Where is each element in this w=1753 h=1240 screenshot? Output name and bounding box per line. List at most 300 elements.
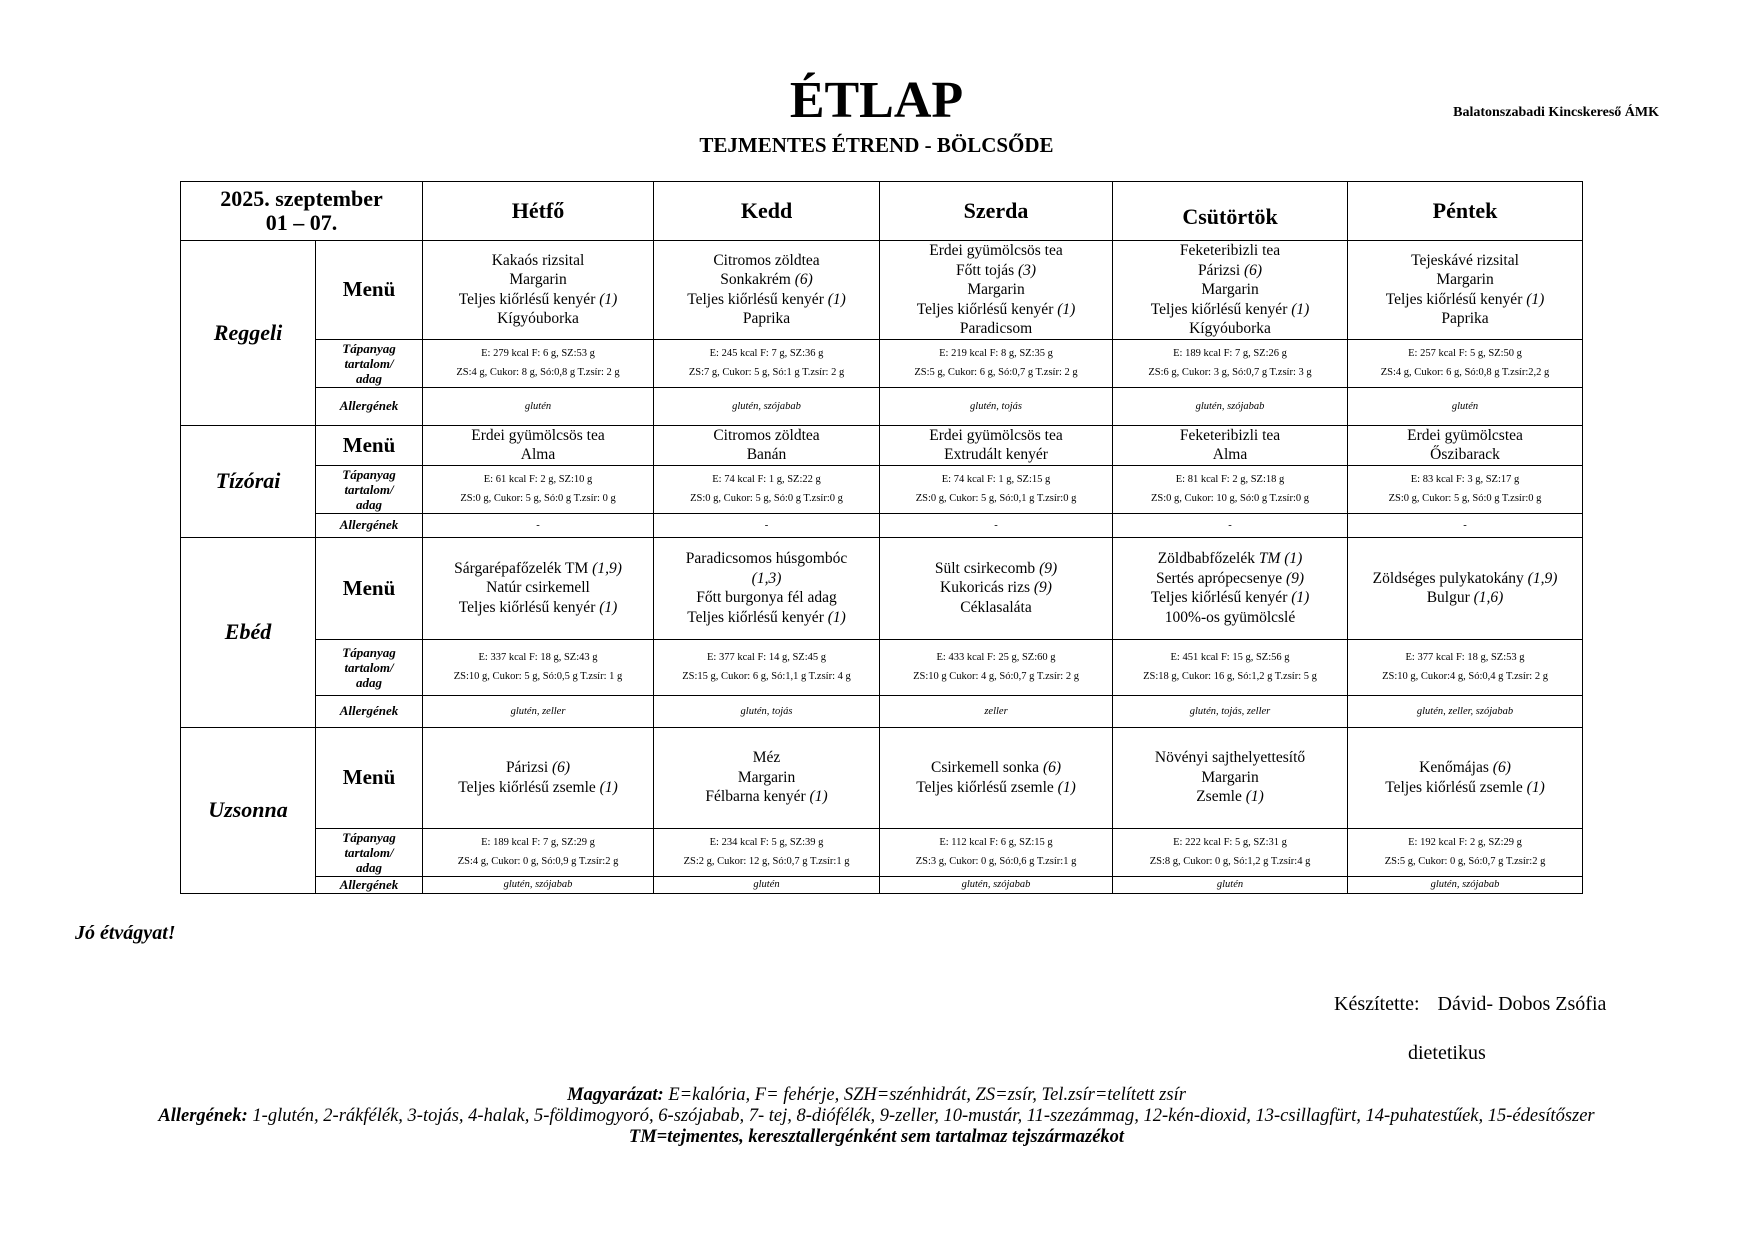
menu-item-allergen-code: (1,3)	[751, 569, 782, 587]
menu-item-name: Főtt burgonya fél adag	[696, 589, 837, 606]
menu-item-name: Zöldséges pulykatokány	[1372, 569, 1528, 587]
menu-item-allergen-code: (1)	[1526, 778, 1545, 796]
row-label-nutrients-line: adag	[356, 674, 382, 690]
nutrients-detail: ZS:4 g, Cukor: 8 g, Só:0,8 g T.zsír: 2 g	[456, 367, 620, 378]
menu-item-name: 100%-os gyümölcslé	[1164, 608, 1296, 626]
nutrients-cell	[1113, 639, 1348, 695]
menu-cell	[654, 425, 880, 465]
menu-cell	[654, 727, 880, 828]
nutrients-detail: ZS:0 g, Cukor: 5 g, Só:0 g T.zsír:0 g	[690, 493, 843, 504]
row-label-menu: Menü	[316, 425, 423, 465]
menu-item	[656, 445, 877, 465]
menu-item-allergen-code: (6)	[552, 759, 571, 776]
author-role: dietetikus	[1408, 1042, 1486, 1064]
menu-item-name: Alma	[520, 446, 556, 463]
row-label-allergens: Allergének	[316, 695, 423, 727]
nutrients-cell	[880, 828, 1113, 876]
menu-item-name: Feketeribizli tea	[1179, 242, 1281, 259]
menu-item	[656, 768, 877, 788]
legend-text: E=kalória, F= fehérje, SZH=szénhidrát, ZS=zsír, Tel.zsír=telített zsír	[663, 1085, 1186, 1105]
allergens-cell: glutén, tojás	[654, 695, 880, 727]
menu-item	[656, 426, 877, 446]
row-label-nutrients	[316, 339, 423, 387]
menu-item	[882, 559, 1110, 579]
allergens-cell: glutén, zeller	[423, 695, 654, 727]
nutrients-cell	[880, 639, 1113, 695]
allergens-cell: glutén, szójabab	[654, 387, 880, 425]
menu-item-allergen-code: (1)	[599, 778, 618, 796]
allergens-cell: glutén, szójabab	[1113, 387, 1348, 425]
menu-item	[1115, 787, 1345, 807]
menu-item-name: Teljes kiőrlésű kenyér	[687, 608, 828, 626]
nutrients-cell	[1113, 465, 1348, 513]
meal-name: Ebéd	[181, 537, 316, 727]
menu-item	[656, 569, 877, 589]
row-label-nutrients	[316, 828, 423, 876]
nutrients-detail: ZS:0 g, Cukor: 5 g, Só:0,1 g T.zsír:0 g	[915, 493, 1077, 504]
menu-cell	[1348, 537, 1583, 639]
allergens-cell: glutén, szójabab	[880, 876, 1113, 893]
row-label-nutrients	[316, 639, 423, 695]
menu-cell	[423, 727, 654, 828]
menu-item-name: Erdei gyümölcsös tea	[471, 426, 605, 444]
menu-item-allergen-code: (1)	[1245, 788, 1264, 806]
legend-abbreviations	[100, 1085, 1653, 1106]
menu-item	[882, 598, 1110, 618]
menu-item-name: Paradicsom	[959, 320, 1033, 337]
menu-item-name: Margarin	[967, 281, 1025, 298]
menu-item-name: Erdei gyümölcsös tea	[929, 242, 1063, 259]
nutrients-cell	[423, 339, 654, 387]
menu-item	[1350, 426, 1580, 446]
menu-item	[1115, 768, 1345, 788]
menu-item-name: Sertés aprópecsenye	[1155, 569, 1286, 587]
nutrients-cell	[1348, 639, 1583, 695]
menu-item	[425, 778, 651, 798]
nutrients-detail: ZS:10 g Cukor: 4 g, Só:0,7 g T.zsír: 2 g	[913, 671, 1079, 682]
menu-item-allergen-code: (1)	[599, 598, 618, 616]
page-subtitle: TEJMENTES ÉTREND - BÖLCSŐDE	[699, 133, 1054, 157]
menu-cell	[880, 537, 1113, 639]
menu-item-allergen-code: TM (1)	[1258, 550, 1303, 567]
menu-item-name: Párizsi	[1197, 261, 1244, 279]
nutrients-cell	[423, 639, 654, 695]
menu-item-name: Natúr csirkemell	[486, 579, 590, 597]
organization-name: Balatonszabadi Kincskereső ÁMK	[1453, 105, 1659, 120]
menu-item	[425, 426, 651, 446]
menu-item	[1350, 588, 1580, 608]
menu-item	[425, 309, 651, 329]
menu-item-allergen-code: (1)	[1291, 300, 1310, 318]
row-label-nutrients-line: adag	[356, 859, 382, 875]
allergens-cell: zeller	[880, 695, 1113, 727]
nutrients-detail: ZS:10 g, Cukor:4 g, Só:0,4 g T.zsír: 2 g	[1382, 671, 1548, 682]
nutrients-energy: E: 61 kcal F: 2 g, SZ:10 g	[483, 474, 593, 485]
nutrients-energy: E: 219 kcal F: 8 g, SZ:35 g	[939, 348, 1053, 359]
allergens-cell: -	[654, 513, 880, 537]
menu-item	[656, 748, 877, 768]
row-label-nutrients-line: tartalom/	[344, 355, 394, 371]
menu-item-name: Alma	[1212, 446, 1248, 463]
allergens-cell: glutén	[423, 387, 654, 425]
allergens-legend-label: Allergének:	[158, 1106, 248, 1126]
nutrients-energy: E: 451 kcal F: 15 g, SZ:56 g	[1170, 652, 1290, 663]
nutrients-energy: E: 257 kcal F: 5 g, SZ:50 g	[1408, 348, 1522, 359]
menu-item	[882, 241, 1110, 261]
nutrients-energy: E: 192 kcal F: 2 g, SZ:29 g	[1408, 837, 1522, 848]
nutrients-energy: E: 189 kcal F: 7 g, SZ:29 g	[481, 837, 595, 848]
menu-item-name: Zöldbabfőzelék	[1157, 550, 1259, 567]
menu-item-name: Méz	[752, 749, 781, 767]
menu-item-name: Erdei gyümölcsös tea	[929, 426, 1063, 444]
nutrients-energy: E: 377 kcal F: 14 g, SZ:45 g	[707, 652, 827, 663]
legend-label: Magyarázat:	[567, 1085, 664, 1105]
nutrients-detail: ZS:0 g, Cukor: 10 g, Só:0 g T.zsír:0 g	[1151, 493, 1310, 504]
nutrients-energy: E: 279 kcal F: 6 g, SZ:53 g	[481, 348, 595, 359]
menu-item	[1350, 270, 1580, 290]
menu-item	[1115, 588, 1345, 608]
legend	[100, 1085, 1653, 1148]
menu-item	[882, 778, 1110, 798]
nutrients-cell	[1348, 465, 1583, 513]
nutrients-detail: ZS:6 g, Cukor: 3 g, Só:0,7 g T.zsír: 3 g	[1148, 367, 1312, 378]
menu-cell	[1348, 425, 1583, 465]
nutrients-detail: ZS:0 g, Cukor: 5 g, Só:0 g T.zsír:0 g	[1388, 493, 1542, 504]
menu-item-name: Növényi sajthelyettesítő	[1154, 749, 1306, 767]
nutrients-cell	[423, 465, 654, 513]
nutrients-cell	[1348, 828, 1583, 876]
row-label-nutrients-line: Tápanyag	[342, 644, 396, 660]
nutrients-cell	[654, 465, 880, 513]
menu-cell	[1348, 241, 1583, 340]
menu-item	[1115, 261, 1345, 281]
menu-item-allergen-code: (9)	[1285, 569, 1305, 587]
menu-item-allergen-code: (1,9)	[592, 559, 622, 577]
menu-item	[656, 588, 877, 608]
row-label-nutrients-line: tartalom/	[344, 659, 394, 675]
menu-item-name: Teljes kiőrlésű kenyér	[687, 290, 828, 308]
menu-item-name: Teljes kiőrlésű kenyér	[458, 290, 600, 308]
day-header-friday: Péntek	[1348, 182, 1583, 241]
menu-item-name: Félbarna kenyér	[705, 788, 810, 806]
menu-item	[656, 549, 877, 569]
menu-item	[425, 270, 651, 290]
menu-item-allergen-code: (6)	[1492, 759, 1511, 776]
allergens-row	[181, 876, 1583, 893]
menu-item-name: Sonkakrém	[720, 271, 795, 289]
menu-item-name: Tejeskávé rizsital	[1411, 251, 1519, 269]
menu-item	[656, 270, 877, 290]
menu-item-name: Főtt tojás	[955, 261, 1018, 279]
menu-item-name: Teljes kiőrlésű zsemle	[458, 778, 600, 796]
menu-item	[425, 290, 651, 310]
menu-item-name: Zsemle	[1196, 788, 1246, 806]
menu-cell	[880, 241, 1113, 340]
menu-item	[1350, 290, 1580, 310]
row-label-nutrients-line: tartalom/	[344, 844, 394, 860]
nutrients-energy: E: 83 kcal F: 3 g, SZ:17 g	[1410, 474, 1520, 485]
row-label-nutrients-line: tartalom/	[344, 481, 394, 497]
nutrients-cell	[1113, 339, 1348, 387]
menu-item	[882, 261, 1110, 281]
menu-item-name: Kenőmájas	[1419, 759, 1493, 776]
row-label-menu: Menü	[316, 537, 423, 639]
menu-item	[882, 280, 1110, 300]
menu-item-name: Céklasaláta	[960, 598, 1032, 616]
nutrients-cell	[880, 465, 1113, 513]
allergens-row	[181, 387, 1583, 425]
menu-item	[882, 578, 1110, 598]
menu-row	[181, 241, 1583, 340]
nutrients-cell	[1113, 828, 1348, 876]
menu-item	[882, 758, 1110, 778]
allergens-cell: glutén, zeller, szójabab	[1348, 695, 1583, 727]
menu-item-allergen-code: (6)	[794, 271, 813, 289]
menu-cell	[423, 425, 654, 465]
row-label-menu: Menü	[316, 241, 423, 340]
menu-item	[1350, 445, 1580, 465]
menu-cell	[654, 537, 880, 639]
legend-allergens	[100, 1106, 1653, 1127]
menu-cell	[423, 537, 654, 639]
nutrients-energy: E: 433 kcal F: 25 g, SZ:60 g	[936, 652, 1056, 663]
menu-row	[181, 727, 1583, 828]
allergens-cell: glutén	[1113, 876, 1348, 893]
allergens-cell: glutén, szójabab	[1348, 876, 1583, 893]
nutrients-cell	[423, 828, 654, 876]
allergens-cell: glutén	[654, 876, 880, 893]
day-header-thursday: Csütörtök	[1113, 182, 1348, 241]
menu-cell	[1113, 241, 1348, 340]
author-label: Készítette:	[1334, 993, 1420, 1015]
nutrients-detail: ZS:18 g, Cukor: 16 g, Só:1,2 g T.zsír: 5 g	[1143, 671, 1317, 682]
menu-item-allergen-code: (1)	[1057, 300, 1076, 318]
menu-item-name: Kukoricás rizs	[940, 579, 1034, 597]
nutrients-energy: E: 337 kcal F: 18 g, SZ:43 g	[478, 652, 598, 663]
nutrients-row	[181, 339, 1583, 387]
menu-item	[1115, 549, 1345, 569]
nutrients-detail: ZS:10 g, Cukor: 5 g, Só:0,5 g T.zsír: 1 g	[453, 671, 623, 682]
menu-item-name: Sárgarépafőzelék TM	[454, 559, 593, 577]
day-header-wednesday: Szerda	[880, 182, 1113, 241]
menu-item-name: Paradicsomos húsgombóc	[685, 550, 848, 567]
allergens-cell: glutén, tojás	[880, 387, 1113, 425]
nutrients-cell	[654, 639, 880, 695]
menu-item	[425, 758, 651, 778]
nutrients-detail: ZS:4 g, Cukor: 0 g, Só:0,9 g T.zsír:2 g	[457, 856, 619, 867]
menu-item-name: Margarin	[1201, 281, 1259, 298]
menu-item-name: Sült csirkecomb	[934, 559, 1040, 577]
tm-note: TM=tejmentes, keresztallergénként sem tartalmaz tejszármazékot	[628, 1127, 1125, 1147]
menu-item-name: Kakaós rizsital	[491, 251, 585, 269]
author-line	[1334, 993, 1606, 1016]
menu-item-name: Margarin	[737, 768, 796, 786]
nutrients-energy: E: 74 kcal F: 1 g, SZ:22 g	[712, 474, 821, 485]
header-row	[181, 182, 1583, 241]
row-label-nutrients-line: Tápanyag	[342, 466, 396, 482]
menu-item	[1115, 280, 1345, 300]
nutrients-energy: E: 377 kcal F: 18 g, SZ:53 g	[1405, 652, 1525, 663]
menu-row	[181, 537, 1583, 639]
nutrients-detail: ZS:5 g, Cukor: 6 g, Só:0,7 g T.zsír: 2 g	[914, 367, 1078, 378]
menu-cell	[423, 241, 654, 340]
nutrients-row	[181, 639, 1583, 695]
row-label-nutrients-line: adag	[356, 370, 382, 386]
menu-item-allergen-code: (1)	[1291, 589, 1310, 606]
menu-item	[425, 445, 651, 465]
menu-item	[425, 598, 651, 618]
nutrients-energy: E: 234 kcal F: 5 g, SZ:39 g	[709, 837, 824, 848]
menu-cell	[880, 425, 1113, 465]
nutrients-detail: ZS:4 g, Cukor: 6 g, Só:0,8 g T.zsír:2,2 g	[1380, 367, 1550, 378]
menu-cell	[654, 241, 880, 340]
week-month: 2025. szeptember	[220, 186, 383, 211]
week-range: 01 – 07.	[265, 210, 338, 235]
menu-item	[1115, 241, 1345, 261]
menu-item-name: Kígyóuborka	[497, 310, 579, 328]
menu-item-name: Kígyóuborka	[1189, 320, 1271, 337]
menu-item-allergen-code: (9)	[1039, 559, 1058, 577]
menu-item	[1115, 608, 1345, 628]
menu-item	[656, 290, 877, 310]
nutrients-cell	[880, 339, 1113, 387]
menu-item-name: Banán	[746, 446, 787, 463]
menu-row	[181, 425, 1583, 465]
allergens-cell: glutén, tojás, zeller	[1113, 695, 1348, 727]
menu-item-allergen-code: (1)	[827, 608, 846, 626]
row-label-nutrients	[316, 465, 423, 513]
nutrients-detail: ZS:2 g, Cukor: 12 g, Só:0,7 g T.zsír:1 g	[683, 856, 850, 867]
allergens-cell: glutén, szójabab	[423, 876, 654, 893]
allergens-row	[181, 695, 1583, 727]
nutrients-energy: E: 245 kcal F: 7 g, SZ:36 g	[709, 348, 824, 359]
nutrients-row	[181, 465, 1583, 513]
allergens-cell: -	[1113, 513, 1348, 537]
nutrients-cell	[654, 828, 880, 876]
author-name: Dávid- Dobos Zsófia	[1437, 993, 1607, 1015]
menu-item-allergen-code: (6)	[1042, 759, 1062, 776]
menu-item	[656, 608, 877, 628]
nutrients-detail: ZS:8 g, Cukor: 0 g, Só:1,2 g T.zsír:4 g	[1149, 856, 1311, 867]
menu-item-allergen-code: (1)	[1057, 778, 1076, 796]
menu-item	[1115, 748, 1345, 768]
menu-item	[1350, 778, 1580, 798]
menu-item-allergen-code: (1)	[809, 788, 828, 806]
allergens-legend-text: 1-glutén, 2-rákfélék, 3-tojás, 4-halak, 5-földimogyoró, 6-szójabab, 7- tej, 8-diófélék, 9-zeller, 10-mustár, 11-szezámmag, 12-kén-dioxid, 13-csillagfürt, 14-puhatestűek, 15-édesítőszer	[247, 1106, 1595, 1126]
meal-name: Reggeli	[181, 241, 316, 426]
menu-item-name: Paprika	[1441, 310, 1489, 328]
nutrients-detail: ZS:3 g, Cukor: 0 g, Só:0,6 g T.zsír:1 g	[915, 856, 1077, 867]
menu-item	[1115, 426, 1345, 446]
menu-item	[425, 578, 651, 598]
menu-item	[1350, 569, 1580, 589]
menu-item-name: Paprika	[742, 310, 791, 328]
day-header-tuesday: Kedd	[654, 182, 880, 241]
menu-item	[1350, 758, 1580, 778]
nutrients-detail: ZS:7 g, Cukor: 5 g, Só:1 g T.zsír: 2 g	[688, 367, 845, 378]
row-label-allergens: Allergének	[316, 387, 423, 425]
menu-item-name: Teljes kiőrlésű kenyér	[1385, 290, 1527, 308]
menu-item-name: Teljes kiőrlésű kenyér	[458, 598, 600, 616]
allergens-cell: glutén	[1348, 387, 1583, 425]
nutrients-cell	[1348, 339, 1583, 387]
menu-item-allergen-code: (1,6)	[1473, 589, 1504, 606]
menu-cell	[1113, 537, 1348, 639]
page-title: ÉTLAP	[789, 72, 964, 129]
row-label-nutrients-line: Tápanyag	[342, 340, 396, 356]
menu-item-name: Bulgur	[1426, 589, 1474, 606]
menu-item-name: Őszibarack	[1430, 446, 1500, 463]
menu-item	[882, 300, 1110, 320]
day-header-monday: Hétfő	[423, 182, 654, 241]
menu-item-allergen-code: (6)	[1244, 261, 1263, 279]
menu-item	[1115, 300, 1345, 320]
menu-item	[1115, 319, 1345, 339]
menu-item-name: Csirkemell sonka	[931, 759, 1043, 776]
allergens-cell: -	[423, 513, 654, 537]
menu-cell	[1113, 727, 1348, 828]
menu-item	[656, 787, 877, 807]
menu-item-allergen-code: (1)	[827, 290, 846, 308]
menu-item	[1115, 569, 1345, 589]
menu-item-name: Feketeribizli tea	[1179, 426, 1281, 444]
menu-item	[656, 251, 877, 271]
menu-cell	[1348, 727, 1583, 828]
menu-item	[425, 251, 651, 271]
menu-item-allergen-code: (1)	[1526, 290, 1545, 308]
menu-item	[1350, 309, 1580, 329]
nutrients-detail: ZS:5 g, Cukor: 0 g, Só:0,7 g T.zsír:2 g	[1384, 856, 1546, 867]
menu-item-name: Teljes kiőrlésű kenyér	[1150, 300, 1292, 318]
row-label-nutrients-line: adag	[356, 496, 382, 512]
row-label-allergens: Allergének	[316, 513, 423, 537]
menu-item	[1115, 445, 1345, 465]
week-date-cell	[181, 182, 423, 241]
row-label-menu: Menü	[316, 727, 423, 828]
nutrients-row	[181, 828, 1583, 876]
menu-item	[425, 559, 651, 579]
menu-item	[882, 426, 1110, 446]
meal-name: Uzsonna	[181, 727, 316, 893]
legend-tm-note	[100, 1127, 1653, 1148]
menu-cell	[880, 727, 1113, 828]
menu-item-name: Extrudált kenyér	[944, 446, 1048, 463]
nutrients-detail: ZS:0 g, Cukor: 5 g, Só:0 g T.zsír: 0 g	[460, 493, 616, 504]
row-label-nutrients-line: Tápanyag	[342, 829, 396, 845]
menu-item-name: Teljes kiőrlésű kenyér	[916, 300, 1058, 318]
menu-cell	[1113, 425, 1348, 465]
menu-item-name: Párizsi	[505, 759, 552, 776]
menu-item-name: Citromos zöldtea	[713, 251, 820, 269]
menu-item-name: Teljes kiőrlésű zsemle	[916, 778, 1058, 796]
menu-item-name: Margarin	[509, 271, 567, 289]
menu-item-allergen-code: (1,9)	[1527, 569, 1558, 587]
allergens-row	[181, 513, 1583, 537]
menu-item-allergen-code: (1)	[599, 290, 618, 308]
nutrients-energy: E: 112 kcal F: 6 g, SZ:15 g	[939, 837, 1053, 848]
menu-table	[180, 181, 1583, 894]
enjoy-message: Jó étvágyat!	[75, 922, 176, 944]
nutrients-energy: E: 222 kcal F: 5 g, SZ:31 g	[1173, 837, 1287, 848]
row-label-allergens: Allergének	[316, 876, 423, 893]
menu-item	[882, 319, 1110, 339]
menu-item-name: Erdei gyümölcstea	[1407, 426, 1523, 444]
menu-item-allergen-code: (9)	[1033, 579, 1052, 597]
menu-item-name: Margarin	[1436, 271, 1494, 289]
menu-item-allergen-code: (3)	[1017, 261, 1037, 279]
meal-name: Tízórai	[181, 425, 316, 537]
nutrients-detail: ZS:15 g, Cukor: 6 g, Só:1,1 g T.zsír: 4 g	[682, 671, 851, 682]
